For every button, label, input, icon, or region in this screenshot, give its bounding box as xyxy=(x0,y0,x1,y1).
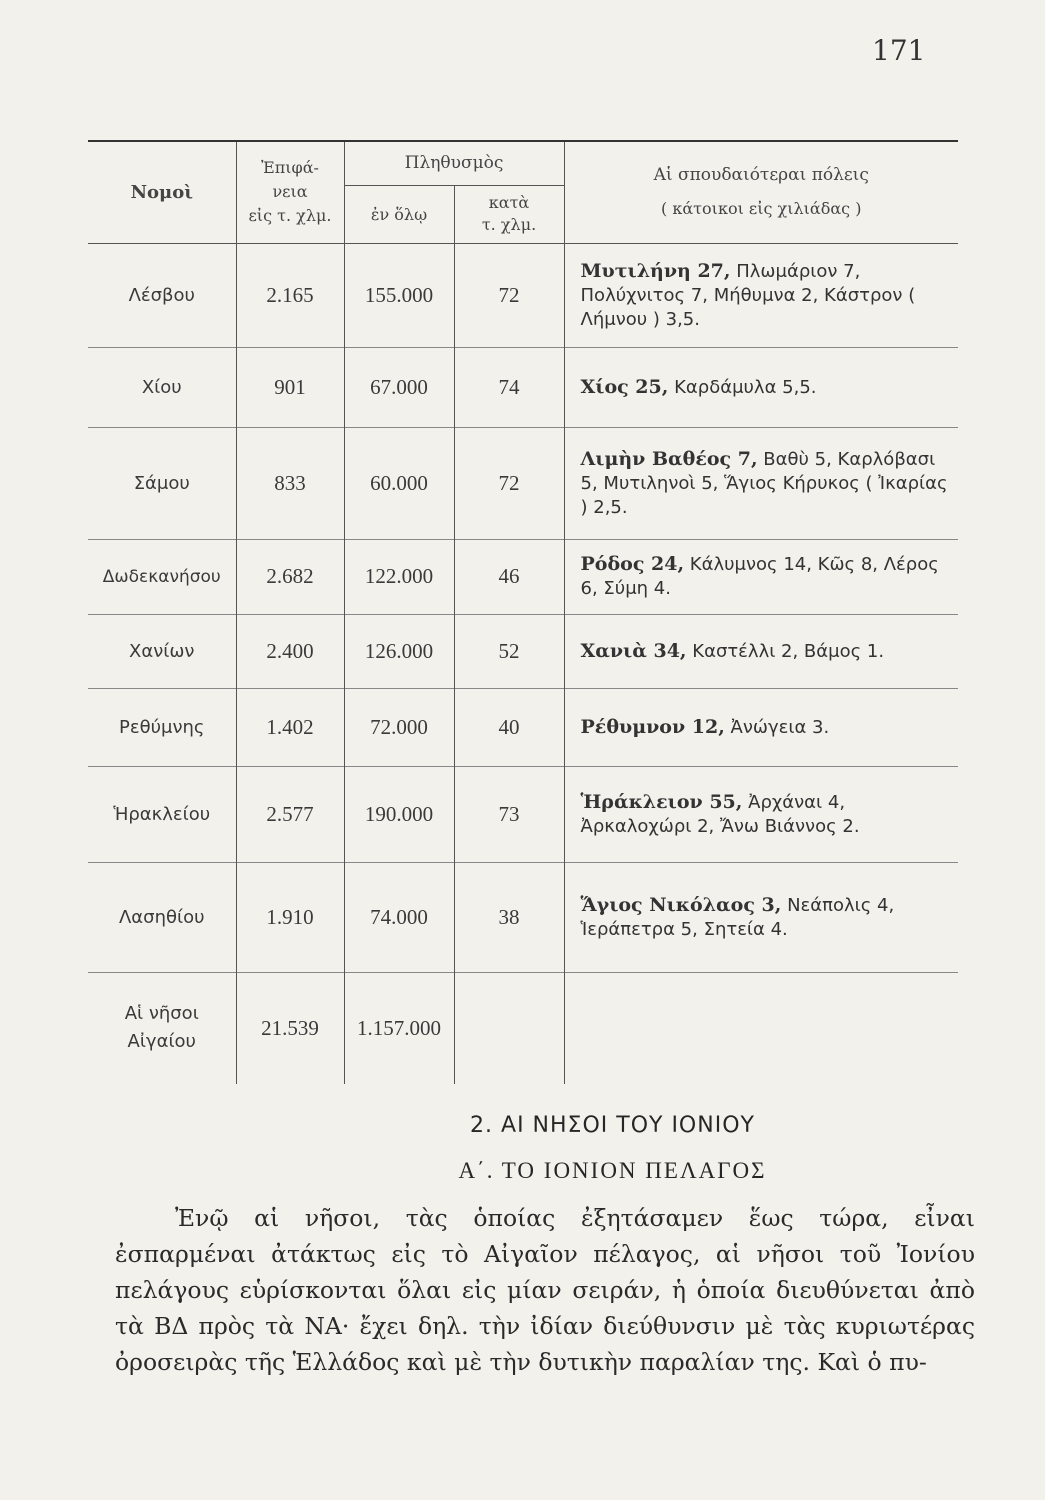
row-area: 1.910 xyxy=(236,862,344,972)
row-cities xyxy=(564,427,958,539)
row-area: 2.682 xyxy=(236,539,344,614)
header-nomoi: Νομοὶ xyxy=(88,141,236,243)
header-poleis-subtitle: ( κάτοικοι εἰς χιλιάδας ) xyxy=(661,199,862,219)
row-cities-rest: Καστέλλι 2, Βάμος 1. xyxy=(686,640,885,662)
row-cities-rest: Ἀνώγεια 3. xyxy=(724,716,830,738)
total-name-line2: Αἰγαίου xyxy=(127,1031,196,1053)
table-row xyxy=(88,614,958,688)
header-kata xyxy=(454,185,564,243)
row-cities-main: Ἅγιος Νικόλαος 3, xyxy=(580,893,782,916)
row-area: 1.402 xyxy=(236,688,344,766)
row-cities-rest: Κάλυμνος 14, Κῶς 8, Λέρος 6, Σύμη 4. xyxy=(580,554,939,599)
row-area: 2.165 xyxy=(236,243,344,347)
subsection-heading: Α΄. ΤΟ ΙΟΝΙΟΝ ΠΕΛΑΓΟΣ xyxy=(458,1158,767,1183)
row-density: 46 xyxy=(454,539,564,614)
row-cities-rest: Πλωμάριον 7, Πολύχνιτος 7, Μήθυμνα 2, Κάστρον ( Λήμνου ) 3,5. xyxy=(580,260,916,330)
paragraph-text: Ἐνῷ αἱ νῆσοι, τὰς ὁποίας ἐξητάσαμεν ἕως τώρα, εἶναι ἐσπαρμέναι ἀτάκτως εἰς τὸ Αἰγαῖον πέλαγος, αἱ νῆσοι τοῦ Ἰονίου πελάγους εὑρίσκονται ὅλαι εἰς μίαν σειράν, ἡ ὁποία διευθύνεται ἀπὸ τὰ ΒΔ πρὸς τὰ ΝΑ· ἔχει δηλ. τὴν ἰδίαν διεύθυνσιν μὲ τὰς κυριωτέρας ὀροσειρὰς τῆς Ἑλλάδος καὶ μὲ τὴν δυτικὴν παραλίαν της. Καὶ ὁ πυ- xyxy=(115,1204,975,1376)
row-name: Δωδεκανήσου xyxy=(88,539,236,614)
total-name-line1: Αἱ νῆσοι xyxy=(124,1003,199,1025)
total-area: 21.539 xyxy=(236,972,344,1084)
row-cities xyxy=(564,862,958,972)
row-population: 122.000 xyxy=(344,539,454,614)
table-row xyxy=(88,688,958,766)
row-population: 126.000 xyxy=(344,614,454,688)
row-density: 73 xyxy=(454,766,564,862)
table-total-row xyxy=(88,972,958,1084)
row-cities-main: Ρόδος 24, xyxy=(580,553,685,575)
row-name: Ἡρακλείου xyxy=(88,766,236,862)
section-heading: 2. ΑΙ ΝΗΣΟΙ ΤΟΥ ΙΟΝΙΟΥ xyxy=(470,1113,755,1138)
page-number: 171 xyxy=(872,34,926,67)
row-area: 833 xyxy=(236,427,344,539)
row-population: 155.000 xyxy=(344,243,454,347)
row-cities-main: Χίος 25, xyxy=(580,375,669,398)
body-paragraph xyxy=(115,1200,975,1380)
header-en-olo: ἐν ὅλῳ xyxy=(344,185,454,243)
row-area: 2.577 xyxy=(236,766,344,862)
row-name: Λέσβου xyxy=(88,243,236,347)
table-row xyxy=(88,347,958,427)
row-cities xyxy=(564,766,958,862)
row-cities xyxy=(564,614,958,688)
total-density xyxy=(454,972,564,1084)
header-kata-line1: κατὰ xyxy=(488,193,530,212)
row-cities-rest: Βαθὺ 5, Καρλόβασι 5, Μυτιληνοὶ 5, Ἅγιος Κήρυκος ( Ἰκαρίας ) 2,5. xyxy=(580,448,948,518)
row-population: 60.000 xyxy=(344,427,454,539)
total-population: 1.157.000 xyxy=(344,972,454,1084)
row-cities xyxy=(564,243,958,347)
row-name: Χίου xyxy=(88,347,236,427)
table-row xyxy=(88,539,958,614)
header-epifaneia-line3: εἰς τ. χλμ. xyxy=(248,206,332,226)
header-kata-line2: τ. χλμ. xyxy=(481,215,537,234)
row-area: 2.400 xyxy=(236,614,344,688)
row-cities-rest: Νεάπολις 4, Ἱεράπετρα 5, Σητεία 4. xyxy=(580,894,895,940)
header-poleis xyxy=(564,141,958,243)
row-cities-main: Λιμὴν Βαθέος 7, xyxy=(580,447,758,470)
row-density: 72 xyxy=(454,243,564,347)
table-row xyxy=(88,862,958,972)
row-population: 67.000 xyxy=(344,347,454,427)
prefecture-table-container xyxy=(88,140,958,1084)
total-cities xyxy=(564,972,958,1084)
header-plithysmos: Πληθυσμὸς xyxy=(344,141,564,185)
row-area: 901 xyxy=(236,347,344,427)
row-cities xyxy=(564,539,958,614)
row-population: 72.000 xyxy=(344,688,454,766)
row-cities xyxy=(564,688,958,766)
header-epifaneia xyxy=(236,141,344,243)
table-row xyxy=(88,427,958,539)
row-cities-main: Μυτιλήνη 27, xyxy=(580,259,731,282)
row-cities-main: Ἡράκλειον 55, xyxy=(580,790,743,813)
row-cities xyxy=(564,347,958,427)
header-poleis-title: Αἱ σπουδαιότεραι πόλεις xyxy=(653,165,869,186)
table-row xyxy=(88,243,958,347)
row-cities-main: Χανιὰ 34, xyxy=(580,639,687,662)
prefecture-table xyxy=(88,140,958,1084)
row-name: Λασηθίου xyxy=(88,862,236,972)
row-density: 38 xyxy=(454,862,564,972)
row-density: 72 xyxy=(454,427,564,539)
header-epifaneia-line1: Ἐπιφά- xyxy=(261,158,319,178)
row-cities-rest: Καρδάμυλα 5,5. xyxy=(668,376,817,398)
row-density: 52 xyxy=(454,614,564,688)
row-density: 74 xyxy=(454,347,564,427)
row-population: 190.000 xyxy=(344,766,454,862)
row-name: Σάμου xyxy=(88,427,236,539)
total-name xyxy=(88,972,236,1084)
header-epifaneia-line2: νεια xyxy=(272,182,308,202)
row-cities-rest: Ἀρχάναι 4, Ἀρκαλοχώρι 2, Ἄνω Βιάννος 2. xyxy=(580,791,860,837)
table-row xyxy=(88,766,958,862)
row-density: 40 xyxy=(454,688,564,766)
row-name: Ρεθύμνης xyxy=(88,688,236,766)
row-population: 74.000 xyxy=(344,862,454,972)
row-name: Χανίων xyxy=(88,614,236,688)
row-cities-main: Ρέθυμνον 12, xyxy=(580,715,725,738)
